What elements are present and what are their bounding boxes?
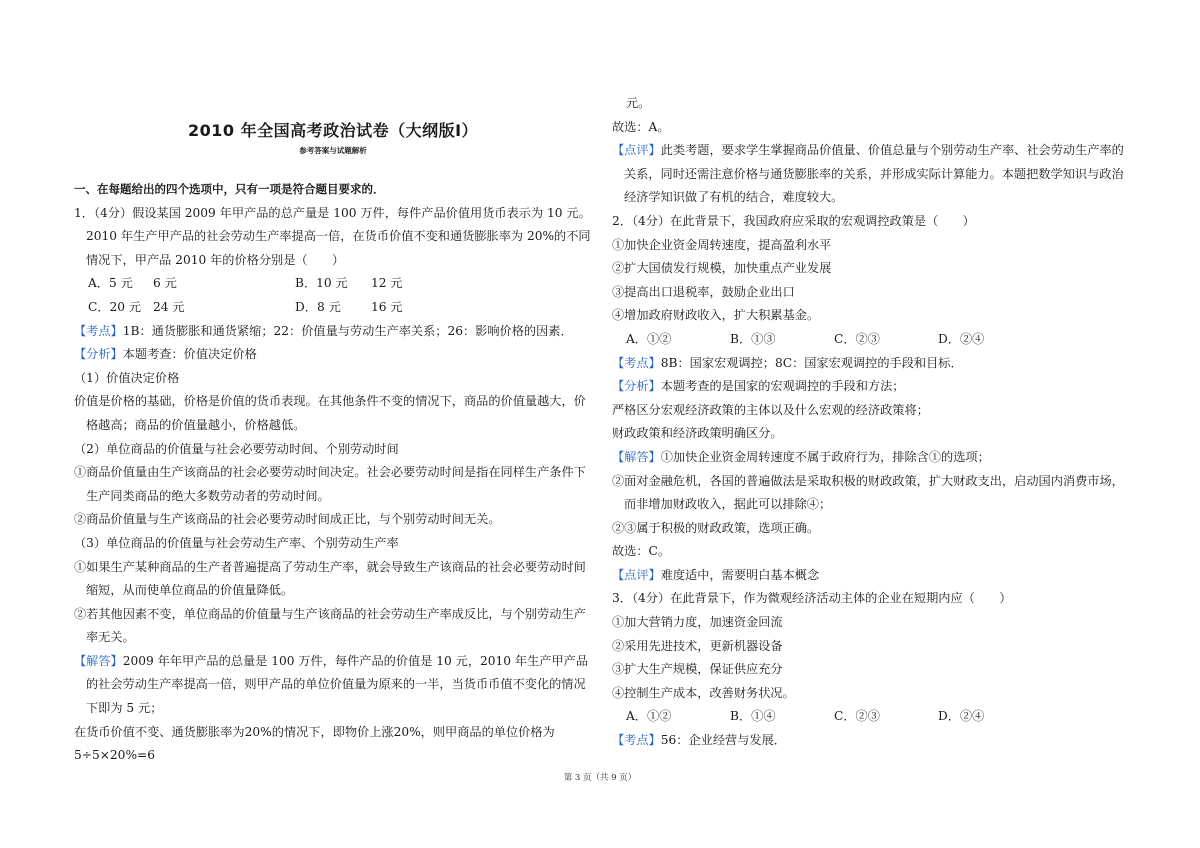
q1-kaodian (74, 320, 592, 344)
option-c: C．②③ (834, 331, 880, 346)
option-b: B．①③ (730, 331, 776, 346)
analysis-line: （1）价值决定价格 (74, 370, 180, 385)
left-column (74, 118, 592, 768)
kaodian-text: 56：企业经营与发展． (660, 733, 786, 748)
q2-jieda-line: ②面对金融危机，各国的普遍做法是采取积极的财政政策，扩大财政支出，启动国内消费市场，而非增加财政收入，据此可以排除④； (612, 473, 1124, 512)
kaodian-tag: 【考点】 (74, 323, 123, 338)
q2-item: ④增加政府财政收入，扩大积累基金。 (612, 308, 820, 323)
question-3-options (612, 705, 1134, 729)
option-a: A．5 元 (88, 276, 133, 291)
q3-item: ①加大营销力度，加速资金回流 (612, 615, 783, 630)
q2-dianping (612, 564, 1134, 588)
option-b: B．①④ (730, 709, 776, 724)
page-subtitle: 参考答案与试题解析 (299, 146, 367, 155)
q2-kaodian (612, 352, 1134, 376)
page-footer: 第 3 页（共 9 页） (563, 773, 637, 783)
option-c: C．20 元 (88, 299, 142, 314)
q2-fenxi-line: 财政政策和经济政策明确区分。 (612, 426, 783, 441)
option-b-second: 12 元 (371, 276, 403, 291)
analysis-line: ②若其他因素不变，单位商品的价值量与生产该商品的社会劳动生产率成反比，与个别劳动生产率无关。 (74, 606, 586, 645)
q1-answer: 故选：A。 (612, 119, 670, 134)
jieda-text: 2009 年年甲产品的总量是 100 万件，每件产品的价值是 10 元，2010 年生产甲产品的社会劳动生产率提高一倍，则甲产品的单位价值量为原来的一半，当货币币值不变化的情况下即为 5 元； (86, 653, 589, 716)
section-heading: 一、在每题给出的四个选项中，只有一项是符合题目要求的． (74, 182, 385, 196)
q1-dianping (612, 139, 1134, 210)
q2-jieda-line: ②③属于积极的财政政策，选项正确。 (612, 520, 820, 535)
analysis-line: （2）单位商品的价值量与社会必要劳动时间、个别劳动时间 (74, 441, 399, 456)
q3-item: ③扩大生产规模，保证供应充分 (612, 662, 783, 677)
q2-jieda (612, 446, 1134, 470)
kaodian-text: 8B：国家宏观调控；8C：国家宏观调控的手段和目标． (660, 355, 963, 370)
q2-fenxi-line: 严格区分宏观经济政策的主体以及什么宏观的经济政策将； (612, 402, 929, 417)
jieda-tag: 【解答】 (74, 653, 123, 668)
q2-item: ①加快企业资金周转速度，提高盈利水平 (612, 237, 832, 252)
analysis-line: ①如果生产某种商品的生产者普遍提高了劳动生产率，就会导致生产该商品的社会必要劳动时间缩短，从而使单位商品的价值量降低。 (74, 559, 586, 598)
fenxi-text: 本题考查的是国家的宏观调控的手段和方法； (660, 379, 905, 394)
analysis-line: ①商品价值量由生产该商品的社会必要劳动时间决定。社会必要劳动时间是指在同样生产条件下生产同类商品的绝大多数劳动者的劳动时间。 (74, 465, 586, 503)
kaodian-tag: 【考点】 (612, 355, 661, 370)
question-3-stem: 3．（4分）在此背景下，作为微观经济活动主体的企业在短期内应（ ） (612, 591, 1012, 606)
option-a: A．①② (626, 331, 672, 346)
right-column (612, 92, 1134, 753)
jieda-tag: 【解答】 (612, 449, 661, 464)
q1-last-line: 在货币价值不变、通货膨胀率为20%的情况下，即物价上涨20%，则甲商品的单位价格为5÷5×20%=6 (74, 724, 555, 763)
q3-kaodian (612, 729, 1134, 753)
q2-item: ③提高出口退税率，鼓励企业出口 (612, 284, 795, 299)
q1-fenxi (74, 343, 592, 367)
analysis-line: ②商品价值量与生产该商品的社会必要劳动时间成正比，与个别劳动时间无关。 (74, 512, 501, 527)
q2-fenxi (612, 375, 1134, 399)
question-1-stem: 1．（4分）假设某国 2009 年甲产品的总产量是 100 万件，每件产品价值用货币表示为 10 元。2010 年生产甲产品的社会劳动生产率提高一倍，在货币价值不变和通货膨胀率为 20%的不同情况下，甲产品 2010 年的价格分别是（ ） (74, 205, 591, 267)
q2-item: ②扩大国债发行规模，加快重点产业发展 (612, 261, 832, 276)
question-1-options (74, 272, 592, 296)
fenxi-tag: 【分析】 (74, 347, 123, 362)
dianping-text: 难度适中，需要明白基本概念 (660, 567, 820, 582)
dianping-tag: 【点评】 (612, 143, 661, 158)
fenxi-tag: 【分析】 (612, 379, 661, 394)
analysis-line: （3）单位商品的价值量与社会劳动生产率、个别劳动生产率 (74, 535, 399, 550)
option-a-second: 6 元 (153, 276, 177, 291)
analysis-line: 价值是价格的基础，价格是价值的货币表现。在其他条件不变的情况下，商品的价值量越大，价格越高；商品的价值量越小，价格越低。 (74, 394, 586, 432)
page-title: 2010 年全国高考政治试卷（大纲版Ⅰ） (187, 121, 479, 140)
q1-cont: 元。 (626, 96, 651, 110)
dianping-text: 此类考题，要求学生掌握商品价值量、价值总量与个别劳动生产率、社会劳动生产率的关系，同时还需注意价格与通货膨胀率的关系，并形成实际计算能力。本题把数学知识与政治经济学知识做了有机的结合，难度较大。 (624, 143, 1124, 205)
jieda-text: ①加快企业资金周转速度不属于政府行为，排除含①的选项； (660, 449, 990, 464)
option-d: D．②④ (938, 331, 985, 346)
option-d-second: 16 元 (371, 299, 403, 314)
q1-jieda (74, 650, 592, 721)
option-d: D．②④ (938, 709, 985, 724)
option-d: D．8 元 (295, 299, 341, 314)
q3-item: ②采用先进技术，更新机器设备 (612, 638, 783, 653)
kaodian-tag: 【考点】 (612, 733, 661, 748)
question-2-options (612, 328, 1134, 352)
fenxi-text: 本题考查：价值决定价格 (122, 347, 257, 362)
q2-answer: 故选：C。 (612, 544, 671, 559)
option-b: B．10 元 (295, 276, 348, 291)
kaodian-text: 1B：通货膨胀和通货紧缩；22：价值量与劳动生产率关系；26：影响价格的因素． (122, 323, 573, 338)
option-c: C．②③ (834, 709, 880, 724)
question-1-options-row2 (74, 296, 592, 320)
question-2-stem: 2．（4分）在此背景下，我国政府应采取的宏观调控政策是（ ） (612, 213, 975, 228)
option-c-second: 24 元 (153, 299, 185, 314)
q3-item: ④控制生产成本，改善财务状况。 (612, 685, 795, 700)
option-a: A．①② (626, 709, 672, 724)
dianping-tag: 【点评】 (612, 567, 661, 582)
